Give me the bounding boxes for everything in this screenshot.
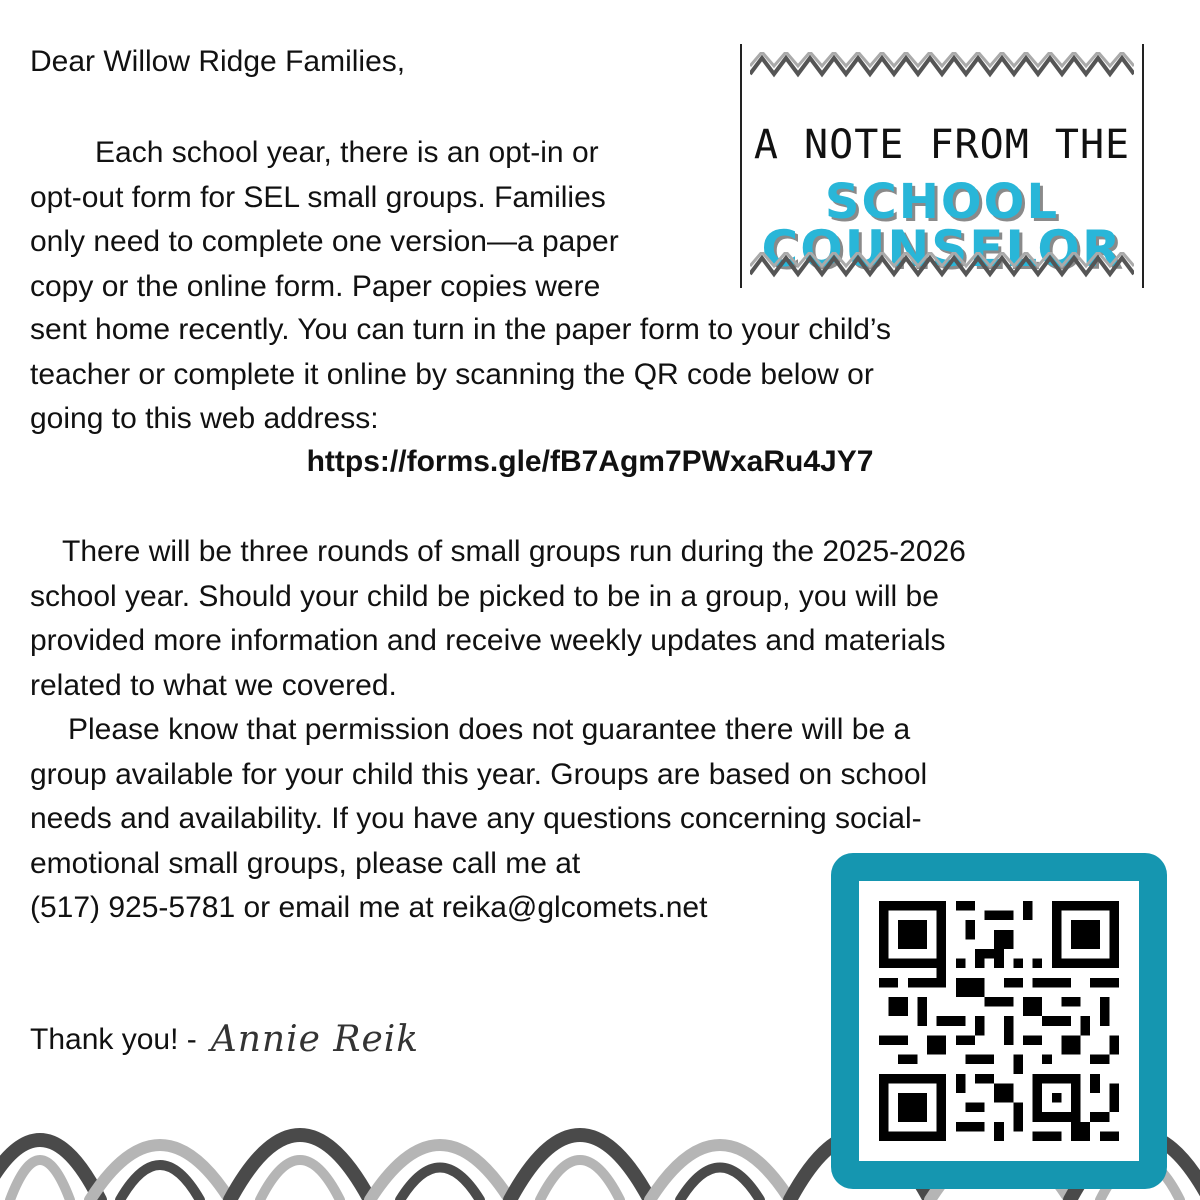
paragraph-3 [30, 708, 927, 931]
greeting: Dear Willow Ridge Families, [30, 45, 406, 78]
paragraph-line: emotional small groups, please call me at [30, 846, 581, 880]
paragraph-line: Each school year, there is an opt-in or [95, 136, 599, 169]
badge-heading: A NOTE FROM THE [753, 122, 1131, 168]
paragraph-line: related to what we covered. [30, 668, 397, 702]
qr-code-frame [831, 853, 1167, 1189]
qr-code-background [859, 881, 1139, 1161]
paragraph-line: copy or the online form. Paper copies were [30, 269, 601, 303]
paragraph-line: Please know that permission does not guarantee there will be a [68, 713, 911, 746]
badge-title-school: SCHOOL [824, 174, 1060, 230]
paragraph-line: going to this web address: [30, 402, 379, 435]
signature: Annie Reik [210, 1019, 420, 1060]
closing-text: Thank you! - [30, 1023, 197, 1056]
paragraph-2 [30, 530, 966, 708]
paragraph-line: needs and availability. If you have any questions concerning social- [30, 802, 922, 835]
paragraph-line: sent home recently. You can turn in the paper form to your child’s [30, 313, 892, 346]
zigzag-border-icon [750, 252, 1134, 280]
paragraph-line: school year. Should your child be picked to be in a group, you will be [30, 579, 939, 613]
paragraph-line: teacher or complete it online by scanning the QR code below or [30, 357, 874, 391]
counselor-badge [740, 44, 1144, 288]
closing [30, 1016, 419, 1064]
paragraph-line: provided more information and receive weekly updates and materials [30, 624, 946, 657]
paragraph-line: only need to complete one version—a paper [30, 225, 619, 258]
paragraph-line: (517) 925-5781 or email me at reika@glcomets.net [30, 891, 708, 924]
form-url: https://forms.gle/fB7Agm7PWxaRu4JY7 [306, 445, 874, 478]
paragraph-line: group available for your child this year. Groups are based on school [30, 757, 928, 791]
zigzag-border-icon [750, 52, 1134, 80]
paragraph-1-continued [30, 308, 891, 442]
badge-title-counselor: COUNSELOR [761, 220, 1123, 278]
paragraph-line: There will be three rounds of small groups run during the 2025-2026 [62, 535, 966, 568]
paragraph-line: opt-out form for SEL small groups. Families [30, 180, 606, 214]
paragraph-1-intro [30, 131, 619, 309]
qr-code-icon[interactable] [879, 901, 1119, 1141]
